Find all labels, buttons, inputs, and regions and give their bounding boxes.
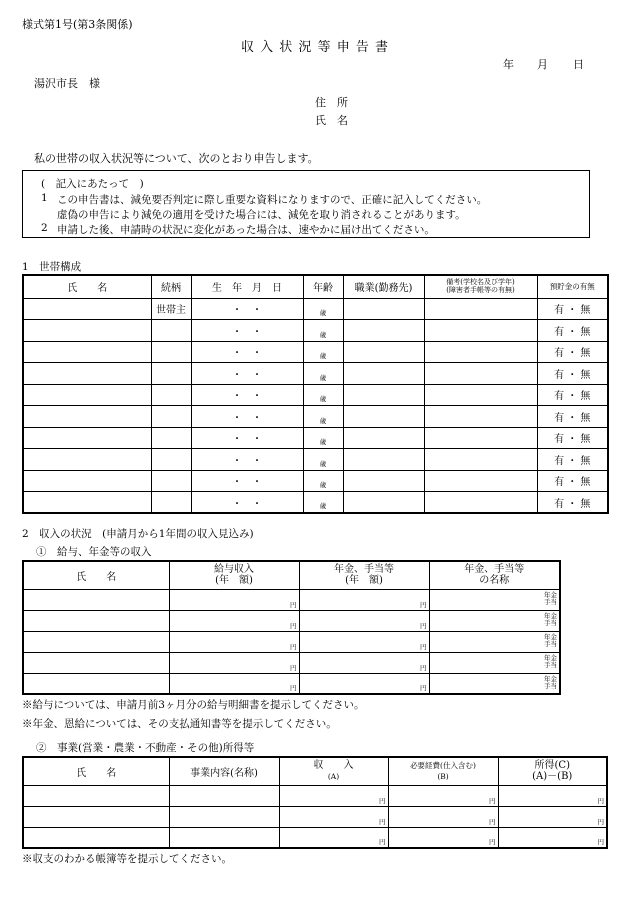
kind-allowance: 手当 [544,598,557,606]
relation-cell[interactable] [151,427,191,449]
table-row [23,806,607,827]
biz-content-cell[interactable] [169,827,279,848]
pension-cell[interactable]: 円 [299,673,429,694]
notice-item1-line2: 虚偽の申告により減免の適用を受けた場合には、減免を取り消されることがあります。 [57,209,466,221]
remarks-cell[interactable] [424,320,537,342]
birth-cell[interactable]: ・ ・ [191,341,303,363]
wage-table [22,560,561,695]
table-row [23,341,608,363]
occupation-cell[interactable] [343,492,424,514]
name-cell[interactable] [23,320,151,342]
age-cell[interactable]: 歳 [303,341,343,363]
remarks-cell[interactable] [424,363,537,385]
biz-name-cell[interactable] [23,827,169,848]
pension-kind-cell[interactable] [429,673,560,694]
biz-income-cell[interactable]: 円 [279,806,388,827]
savings-cell[interactable]: 有 ・ 無 [537,384,608,406]
age-cell[interactable]: 歳 [303,406,343,428]
age-cell[interactable]: 歳 [303,492,343,514]
pension-kind-cell[interactable] [429,652,560,673]
household-table [22,274,609,514]
name-label: 氏 名 [315,114,348,127]
birth-cell[interactable]: ・ ・ [191,470,303,492]
col-relation-header: 続柄 [151,275,191,298]
birth-cell[interactable]: ・ ・ [191,298,303,320]
table-row [23,827,607,848]
pension-cell[interactable]: 円 [299,610,429,631]
age-cell[interactable]: 歳 [303,384,343,406]
date-day: 日 [573,58,584,71]
biz-content-header: 事業内容(名称) [169,757,279,785]
biz-name-header: 氏 名 [23,757,169,785]
col-remarks-header [424,275,537,298]
address-label: 住 所 [315,96,348,109]
remarks-cell[interactable] [424,449,537,471]
name-cell[interactable] [23,449,151,471]
age-cell[interactable]: 歳 [303,363,343,385]
kind-pension: 年金 [544,654,557,662]
pension-name-header-line1: 年金、手当等 [464,564,525,576]
date-year: 年 [503,58,514,71]
notice-box [22,170,590,238]
occupation-cell[interactable] [343,406,424,428]
age-cell[interactable]: 歳 [303,470,343,492]
table-row [23,610,560,631]
pension-cell[interactable]: 円 [299,589,429,610]
wage-name-cell[interactable] [23,631,169,652]
name-cell[interactable] [23,406,151,428]
relation-cell[interactable]: 世帯主 [151,298,191,320]
biz-expense-header-line2: (B) [437,772,449,782]
remarks-cell[interactable] [424,406,537,428]
name-cell[interactable] [23,470,151,492]
birth-cell[interactable]: ・ ・ [191,449,303,471]
occupation-cell[interactable] [343,470,424,492]
wage-name-header: 氏 名 [23,561,169,589]
age-cell[interactable]: 歳 [303,427,343,449]
table-row [23,363,608,385]
salary-header [169,561,299,589]
birth-cell[interactable]: ・ ・ [191,406,303,428]
biz-expense-cell[interactable]: 円 [388,806,498,827]
relation-cell[interactable] [151,492,191,514]
wage-subtitle: ① 給与、年金等の収入 [36,546,152,558]
pension-header-line1: 年金、手当等 [334,564,394,576]
relation-cell[interactable] [151,341,191,363]
remarks-cell[interactable] [424,470,537,492]
relation-cell[interactable] [151,406,191,428]
savings-cell[interactable]: 有 ・ 無 [537,449,608,471]
wage-name-cell[interactable] [23,652,169,673]
date-month: 月 [537,58,548,71]
biz-profit-cell[interactable]: 円 [498,827,607,848]
biz-profit-header-line1: 所得(C) [534,760,570,772]
relation-cell[interactable] [151,470,191,492]
kind-pension: 年金 [544,633,557,641]
table-row [23,785,607,806]
biz-profit-header-line2: (A)－(B) [532,771,573,783]
biz-income-header [279,757,388,785]
biz-content-cell[interactable] [169,806,279,827]
savings-cell[interactable]: 有 ・ 無 [537,363,608,385]
savings-cell[interactable]: 有 ・ 無 [537,427,608,449]
business-note: ※収支のわかる帳簿等を提示してください。 [22,853,232,865]
table-row [23,652,560,673]
name-cell[interactable] [23,427,151,449]
relation-cell[interactable] [151,320,191,342]
biz-content-cell[interactable] [169,785,279,806]
household-header-row [23,275,608,298]
birth-cell[interactable]: ・ ・ [191,427,303,449]
pension-name-header-line2: の名称 [479,575,510,587]
name-cell[interactable] [23,492,151,514]
biz-expense-cell[interactable]: 円 [388,827,498,848]
col-age-header: 年齢 [303,275,343,298]
page-title: 収 入 状 況 等 申 告 書 [241,40,389,55]
wage-name-cell[interactable] [23,673,169,694]
table-row [23,427,608,449]
pension-kind-cell[interactable] [429,631,560,652]
savings-cell[interactable]: 有 ・ 無 [537,470,608,492]
wage-note-1: ※給与については、申請月前3ヶ月分の給与明細書を提示してください。 [22,699,365,711]
pension-header-line2: (年 額) [345,575,383,587]
intro-text: 私の世帯の収入状況等について、次のとおり申告します。 [34,152,319,165]
kind-allowance: 手当 [544,681,557,690]
col-occupation-header: 職業(勤務先) [343,275,424,298]
wage-header-row [23,561,560,589]
table-row [23,631,560,652]
notice-item1-num: 1 [41,192,48,204]
pension-header [299,561,429,589]
notice-heading: ( 記入にあたって ) [41,178,144,190]
biz-expense-header-line1: 必要経費(仕入含む) [410,761,476,771]
wage-name-cell[interactable] [23,610,169,631]
age-cell[interactable]: 歳 [303,320,343,342]
wage-note-2: ※年金、恩給については、その支払通知書等を提示してください。 [22,718,337,730]
notice-item2-text: 申請した後、申請時の状況に変化があった場合は、速やかに届け出てください。 [57,224,435,236]
kind-pension: 年金 [544,674,557,683]
biz-expense-cell[interactable]: 円 [388,785,498,806]
remarks-cell[interactable] [424,384,537,406]
occupation-cell[interactable] [343,427,424,449]
remarks-cell[interactable] [424,298,537,320]
pension-name-header [429,561,560,589]
occupation-cell[interactable] [343,320,424,342]
salary-header-line1: 給与収入 [214,564,254,576]
table-row [23,470,608,492]
kind-allowance: 手当 [544,661,557,669]
savings-cell[interactable]: 有 ・ 無 [537,406,608,428]
biz-profit-header [498,757,607,785]
salary-header-line2: (年 額) [215,575,253,587]
notice-item1-line1: この申告書は、減免要否判定に際し重要な資料になりますので、正確に記入してください。 [57,194,488,206]
biz-expense-header [388,757,498,785]
birth-cell[interactable]: ・ ・ [191,363,303,385]
birth-cell[interactable]: ・ ・ [191,320,303,342]
biz-name-cell[interactable] [23,785,169,806]
salary-cell[interactable]: 円 [169,652,299,673]
salary-cell[interactable]: 円 [169,673,299,694]
age-cell[interactable]: 歳 [303,449,343,471]
name-cell[interactable] [23,363,151,385]
biz-income-cell[interactable]: 円 [279,785,388,806]
biz-profit-cell[interactable]: 円 [498,785,607,806]
biz-income-cell[interactable]: 円 [279,827,388,848]
pension-kind-cell[interactable] [429,610,560,631]
name-cell[interactable] [23,384,151,406]
salary-cell[interactable]: 円 [169,610,299,631]
biz-name-cell[interactable] [23,806,169,827]
col-name-header: 氏 名 [23,275,151,298]
relation-cell[interactable] [151,363,191,385]
business-subtitle: ② 事業(営業・農業・不動産・その他)所得等 [36,742,255,754]
wage-name-cell[interactable] [23,589,169,610]
addressee: 湯沢市長 様 [34,77,100,90]
pension-cell[interactable]: 円 [299,631,429,652]
birth-cell[interactable]: ・ ・ [191,384,303,406]
section2-title: 2 収入の状況 (申請月から1年間の収入見込み) [22,528,254,540]
salary-cell[interactable]: 円 [169,631,299,652]
name-cell[interactable] [23,341,151,363]
remarks-cell[interactable] [424,492,537,514]
occupation-cell[interactable] [343,363,424,385]
table-row [23,406,608,428]
kind-allowance: 手当 [544,640,557,648]
name-cell[interactable] [23,298,151,320]
relation-cell[interactable] [151,449,191,471]
occupation-cell[interactable] [343,449,424,471]
biz-profit-cell[interactable]: 円 [498,806,607,827]
occupation-cell[interactable] [343,384,424,406]
savings-cell[interactable]: 有 ・ 無 [537,341,608,363]
remarks-cell[interactable] [424,341,537,363]
savings-cell[interactable]: 有 ・ 無 [537,298,608,320]
pension-kind-cell[interactable] [429,589,560,610]
table-row [23,298,608,320]
biz-income-header-line2: (A) [327,772,340,782]
remarks-cell[interactable] [424,427,537,449]
table-row [23,320,608,342]
savings-cell[interactable]: 有 ・ 無 [537,492,608,514]
remarks-header-line1: 備考(学校名及び学年) [446,278,515,287]
salary-cell[interactable]: 円 [169,589,299,610]
business-header-row [23,757,607,785]
occupation-cell[interactable] [343,298,424,320]
kind-pension: 年金 [544,591,557,599]
table-row [23,449,608,471]
relation-cell[interactable] [151,384,191,406]
table-row [23,589,560,610]
table-row [23,384,608,406]
pension-cell[interactable]: 円 [299,652,429,673]
age-cell[interactable]: 歳 [303,298,343,320]
col-savings-header: 預貯金の有無 [537,275,608,298]
table-row [23,673,560,694]
col-birth-header: 生 年 月 日 [191,275,303,298]
business-table [22,756,608,849]
kind-pension: 年金 [544,612,557,620]
savings-cell[interactable]: 有 ・ 無 [537,320,608,342]
notice-item2-num: 2 [41,222,48,234]
birth-cell[interactable]: ・ ・ [191,492,303,514]
biz-income-header-line1: 収 入 [313,760,354,772]
kind-allowance: 手当 [544,619,557,627]
remarks-header-line2: (障害者手帳等の有無) [446,285,515,294]
occupation-cell[interactable] [343,341,424,363]
section1-title: 1 世帯構成 [22,261,82,273]
form-number: 様式第1号(第3条関係) [22,18,133,31]
table-row [23,492,608,514]
